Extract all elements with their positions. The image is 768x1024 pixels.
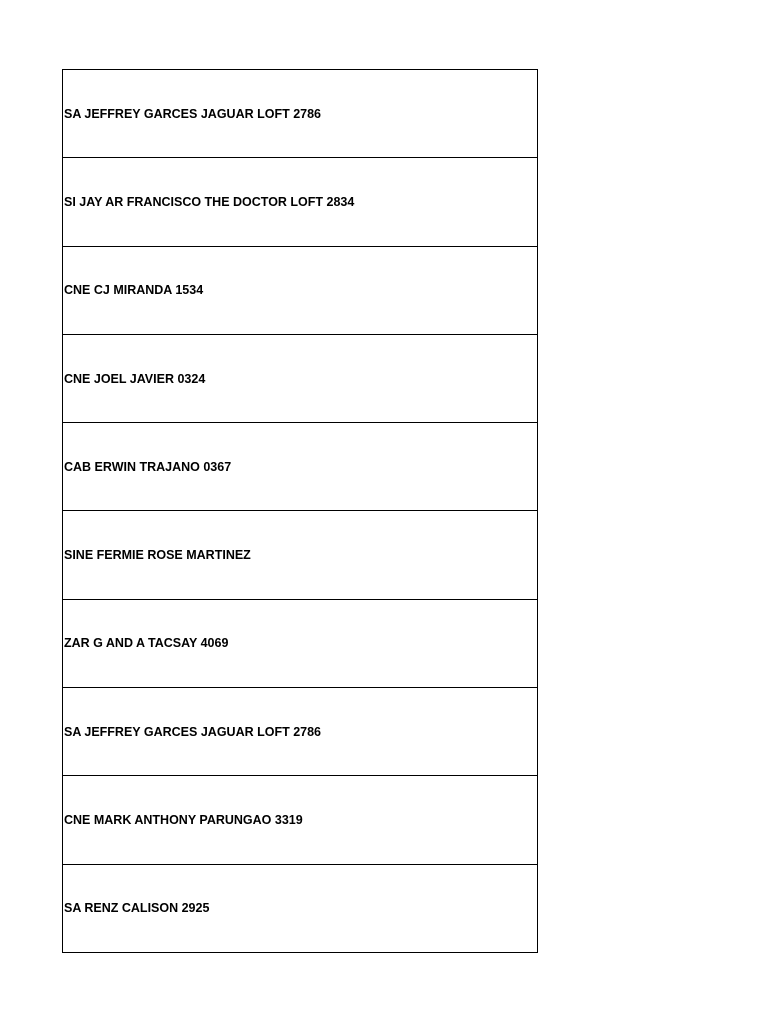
table-row	[63, 865, 537, 953]
table-row	[63, 423, 537, 511]
table-row	[63, 335, 537, 423]
table-row	[63, 688, 537, 776]
row-label: CNE MARK ANTHONY PARUNGAO 3319	[64, 813, 303, 828]
row-label: SINE FERMIE ROSE MARTINEZ	[64, 548, 251, 563]
row-label: SA JEFFREY GARCES JAGUAR LOFT 2786	[64, 724, 322, 739]
table-row	[63, 600, 537, 688]
table-row	[63, 776, 537, 864]
row-label: SA JEFFREY GARCES JAGUAR LOFT 2786	[64, 106, 322, 121]
table-row	[63, 158, 537, 246]
row-label: SA RENZ CALISON 2925	[64, 901, 210, 916]
row-label: ZAR G AND A TACSAY 4069	[64, 636, 229, 651]
table-row	[63, 70, 537, 158]
row-label: SI JAY AR FRANCISCO THE DOCTOR LOFT 2834	[64, 194, 355, 209]
row-label: CAB ERWIN TRAJANO 0367	[64, 459, 232, 474]
entry-table	[62, 69, 538, 953]
table-row	[63, 247, 537, 335]
row-label: CNE JOEL JAVIER 0324	[64, 371, 206, 386]
table-row	[63, 511, 537, 599]
row-label: CNE CJ MIRANDA 1534	[64, 283, 204, 298]
